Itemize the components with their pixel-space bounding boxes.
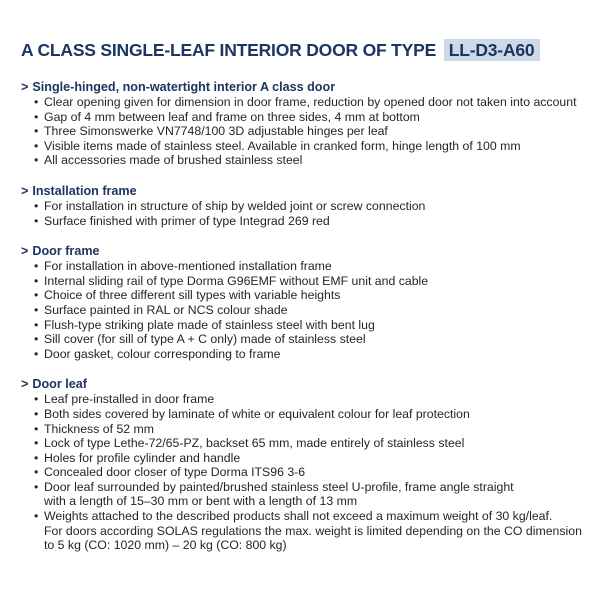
bullet-icon: • bbox=[34, 436, 39, 451]
list-item-text: Surface painted in RAL or NCS colour shade bbox=[44, 302, 288, 317]
list-item bbox=[34, 288, 600, 303]
list-item bbox=[34, 274, 600, 289]
list-item bbox=[34, 124, 600, 139]
list-item-text: Choice of three different sill types with variable heights bbox=[44, 288, 341, 303]
bullet-icon: • bbox=[34, 213, 39, 228]
list-item-text: For installation in above-mentioned installation frame bbox=[44, 259, 332, 274]
bullet-icon: • bbox=[34, 421, 39, 436]
list-item bbox=[34, 465, 600, 480]
list-item-text: Gap of 4 mm between leaf and frame on three sides, 4 mm at bottom bbox=[44, 109, 420, 124]
section-heading-text: Door leaf bbox=[32, 377, 87, 392]
spec-list bbox=[21, 95, 600, 168]
list-item bbox=[34, 259, 600, 274]
list-item-text: Door leaf surrounded by painted/brushed stainless steel U-profile, frame angle straight bbox=[44, 479, 514, 494]
list-item-text: Flush-type striking plate made of stainless steel with bent lug bbox=[44, 317, 375, 332]
section-heading bbox=[21, 183, 600, 199]
bullet-icon: • bbox=[34, 273, 39, 288]
list-item bbox=[34, 347, 600, 362]
section-heading bbox=[21, 79, 600, 95]
list-item-text: to 5 kg (CO: 1020 mm) – 20 kg (CO: 800 kg) bbox=[44, 538, 287, 553]
section-heading-text: Door frame bbox=[32, 244, 100, 259]
bullet-icon: • bbox=[34, 124, 39, 139]
bullet-icon: • bbox=[34, 95, 39, 109]
bullet-icon: • bbox=[34, 479, 39, 494]
list-item bbox=[34, 451, 600, 466]
list-item bbox=[34, 318, 600, 333]
spec-sections bbox=[21, 79, 600, 553]
list-item-text: Leaf pre-installed in door frame bbox=[44, 392, 215, 407]
spec-section bbox=[21, 243, 600, 361]
list-item-text: Weights attached to the described products shall not exceed a maximum weight of 30 kg/leaf. bbox=[44, 509, 553, 524]
list-item-text: Lock of type Lethe-72/65-PZ, backset 65 mm, made entirely of stainless steel bbox=[44, 436, 465, 451]
list-item-text: Clear opening given for dimension in door frame, reduction by opened door not taken into account bbox=[44, 95, 577, 109]
bullet-icon: • bbox=[34, 450, 39, 465]
list-item-text: Thickness of 52 mm bbox=[44, 421, 155, 436]
list-item-text: Visible items made of stainless steel. Available in cranked form, hinge length of 100 mm bbox=[44, 138, 521, 153]
list-item-text: Surface finished with primer of type Integrad 269 red bbox=[44, 213, 330, 228]
bullet-icon: • bbox=[34, 317, 39, 332]
list-item bbox=[34, 332, 600, 347]
list-item bbox=[34, 407, 600, 422]
bullet-icon: • bbox=[34, 406, 39, 421]
chevron-right-icon: > bbox=[21, 377, 29, 392]
section-heading bbox=[21, 243, 600, 259]
list-item bbox=[34, 303, 600, 318]
list-item-text: Sill cover (for sill of type A + C only) made of stainless steel bbox=[44, 332, 366, 347]
chevron-right-icon: > bbox=[21, 244, 29, 259]
list-item bbox=[34, 509, 600, 553]
spec-list bbox=[21, 259, 600, 361]
list-item-text: with a length of 15–30 mm or bent with a length of 13 mm bbox=[44, 494, 358, 509]
list-item bbox=[34, 392, 600, 407]
bullet-icon: • bbox=[34, 259, 39, 274]
list-item bbox=[34, 95, 600, 110]
spec-section bbox=[21, 376, 600, 553]
list-item bbox=[34, 153, 600, 168]
bullet-icon: • bbox=[34, 109, 39, 124]
bullet-icon: • bbox=[34, 346, 39, 361]
list-item bbox=[34, 436, 600, 451]
bullet-icon: • bbox=[34, 302, 39, 317]
section-heading-text: Installation frame bbox=[32, 183, 137, 198]
bullet-icon: • bbox=[34, 332, 39, 347]
list-item-text: Door gasket, colour corresponding to frame bbox=[44, 346, 281, 361]
list-item bbox=[34, 139, 600, 154]
bullet-icon: • bbox=[34, 138, 39, 153]
bullet-icon: • bbox=[34, 153, 39, 168]
bullet-icon: • bbox=[34, 392, 39, 407]
list-item-text: Three Simonswerke VN7748/100 3D adjustable hinges per leaf bbox=[44, 124, 388, 139]
list-item bbox=[34, 422, 600, 437]
list-item-text: Concealed door closer of type Dorma ITS96 3-6 bbox=[44, 465, 306, 480]
list-item-text: Holes for profile cylinder and handle bbox=[44, 450, 241, 465]
type-code-badge: LL-D3-A60 bbox=[444, 39, 541, 61]
page-title bbox=[21, 38, 600, 62]
bullet-icon: • bbox=[34, 198, 39, 213]
spec-section bbox=[21, 79, 600, 168]
bullet-icon: • bbox=[34, 288, 39, 303]
list-item-text: For doors according SOLAS regulations the max. weight is limited depending on the CO dimension bbox=[44, 523, 582, 538]
bullet-icon: • bbox=[34, 465, 39, 480]
section-heading bbox=[21, 376, 600, 392]
bullet-icon: • bbox=[34, 509, 39, 524]
section-heading-text: Single-hinged, non-watertight interior A class door bbox=[32, 80, 336, 94]
list-item bbox=[34, 199, 600, 214]
chevron-right-icon: > bbox=[21, 183, 29, 198]
list-item-text: For installation in structure of ship by welded joint or screw connection bbox=[44, 198, 426, 213]
spec-section bbox=[21, 183, 600, 228]
spec-list bbox=[21, 199, 600, 228]
list-item-text: All accessories made of brushed stainless steel bbox=[44, 153, 303, 168]
spec-list bbox=[21, 392, 600, 553]
list-item-text: Both sides covered by laminate of white or equivalent colour for leaf protection bbox=[44, 406, 470, 421]
list-item bbox=[34, 110, 600, 125]
list-item-text: Internal sliding rail of type Dorma G96EMF without EMF unit and cable bbox=[44, 273, 429, 288]
list-item bbox=[34, 214, 600, 229]
chevron-right-icon: > bbox=[21, 80, 29, 94]
title-text: A CLASS SINGLE-LEAF INTERIOR DOOR OF TYPE bbox=[21, 40, 437, 60]
list-item bbox=[34, 480, 600, 509]
